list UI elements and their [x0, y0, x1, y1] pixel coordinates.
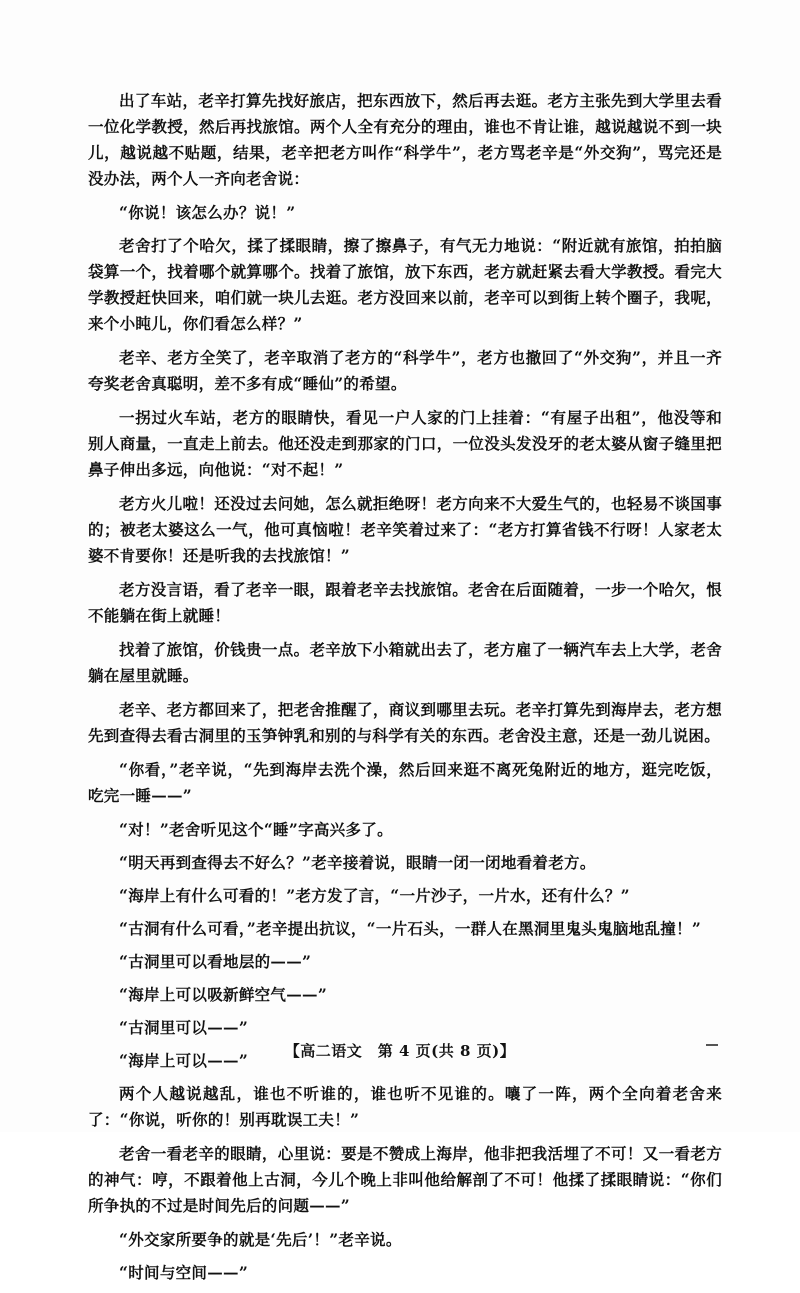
paragraph: 老舍一看老辛的眼睛，心里说：要是不赞成上海岸，他非把我活埋了不可！又一看老方的神气：哼，不跟着他上古洞，今儿个晚上非叫他给解剖了不可！他揉了揉眼睛说：“你们所争执的不过是时间先后的问题——” — [88, 1144, 722, 1215]
paragraph: “古洞有什么可看，”老辛提出抗议，“一片石头，一群人在黑洞里鬼头鬼脑地乱撞！” — [119, 919, 702, 938]
paragraph: “对！”老舍听见这个“睡”字高兴多了。 — [119, 820, 393, 839]
paragraph: 老辛、老方全笑了，老辛取消了老方的“科学牛”，老方也撤回了“外交狗”，并且一齐夸奖老舍真聪明，差不多有成“睡仙”的希望。 — [88, 348, 722, 393]
paragraph: 老方火儿啦！还没过去问她，怎么就拒绝呀！老方向来不大爱生气的，也轻易不谈国事的；被老太婆这么一气，他可真恼啦！老辛笑着过来了：“老方打算省钱不行呀！人家老太婆不肯要你！还是听我的去找旅馆！” — [88, 494, 722, 565]
paragraph: “海岸上可以——” — [119, 1051, 249, 1070]
paragraph: “外交家所要争的就是‘先后’！”老辛说。 — [119, 1230, 402, 1249]
paragraph: “古洞里可以——” — [119, 1018, 249, 1037]
paragraph: “海岸上有什么可看的！”老方发了言，“一片沙子，一片水，还有什么？” — [119, 886, 630, 905]
page-footer: 【高二语文 第 4 页(共 8 页)】 — [284, 1042, 516, 1060]
passage-body — [88, 88, 722, 1293]
paragraph: “古洞里可以看地层的——” — [119, 952, 312, 971]
paragraph: “明天再到查得去不好么？”老辛接着说，眼睛一闭一闭地看着老方。 — [119, 853, 596, 872]
paragraph: 老方没言语，看了老辛一眼，跟着老辛去找旅馆。老舍在后面随着，一步一个哈欠，恨不能躺在街上就睡！ — [88, 580, 722, 625]
paragraph: “你看，”老辛说，“先到海岸去洗个澡，然后回来逛不离死兔附近的地方，逛完吃饭，吃完一睡——” — [88, 760, 722, 805]
paragraph: 一拐过火车站，老方的眼睛快，看见一户人家的门上挂着：“有屋子出租”，他没等和别人商量，一直走上前去。他还没走到那家的门口，一位没头发没牙的老太婆从窗子缝里把鼻子伸出多远，向他说：“对不起！” — [88, 408, 722, 479]
paragraph: 出了车站，老辛打算先找好旅店，把东西放下，然后再去逛。老方主张先到大学里去看一位化学教授，然后再找旅馆。两个人全有充分的理由，谁也不肯让谁，越说越说不到一块儿，越说越不贴题，结果，老辛把老方叫作“科学牛”，老方骂老辛是“外交狗”，骂完还是没办法，两个人一齐向老舍说： — [88, 91, 722, 188]
paragraph: 两个人越说越乱，谁也不听谁的，谁也听不见谁的。嚷了一阵，两个全向着老舍来了：“你说，听你的！别再耽误工夫！” — [88, 1084, 722, 1129]
paragraph: “你说！该怎么办？说！” — [119, 203, 296, 222]
scan-mark — [706, 1044, 718, 1046]
paragraph: 老辛、老方都回来了，把老舍推醒了，商议到哪里去玩。老辛打算先到海岸去，老方想先到查得去看古洞里的玉笋钟乳和别的与科学有关的东西。老舍没主意，还是一劲儿说困。 — [88, 700, 722, 745]
paragraph: “海岸上可以吸新鲜空气——” — [119, 985, 328, 1004]
paragraph: 老舍打了个哈欠，揉了揉眼睛，擦了擦鼻子，有气无力地说：“附近就有旅馆，拍拍脑袋算一个，找着哪个就算哪个。找着了旅馆，放下东西，老方就赶紧去看大学教授。看完大学教授赶快回来，咱们就一块儿去逛。老方没回来以前，老辛可以到街上转个圈子，我呢，来个小盹儿，你们看怎么样？” — [88, 236, 722, 333]
paragraph: “时间与空间——” — [119, 1263, 249, 1282]
paragraph: 找着了旅馆，价钱贵一点。老辛放下小箱就出去了，老方雇了一辆汽车去上大学，老舍躺在屋里就睡。 — [88, 640, 722, 685]
